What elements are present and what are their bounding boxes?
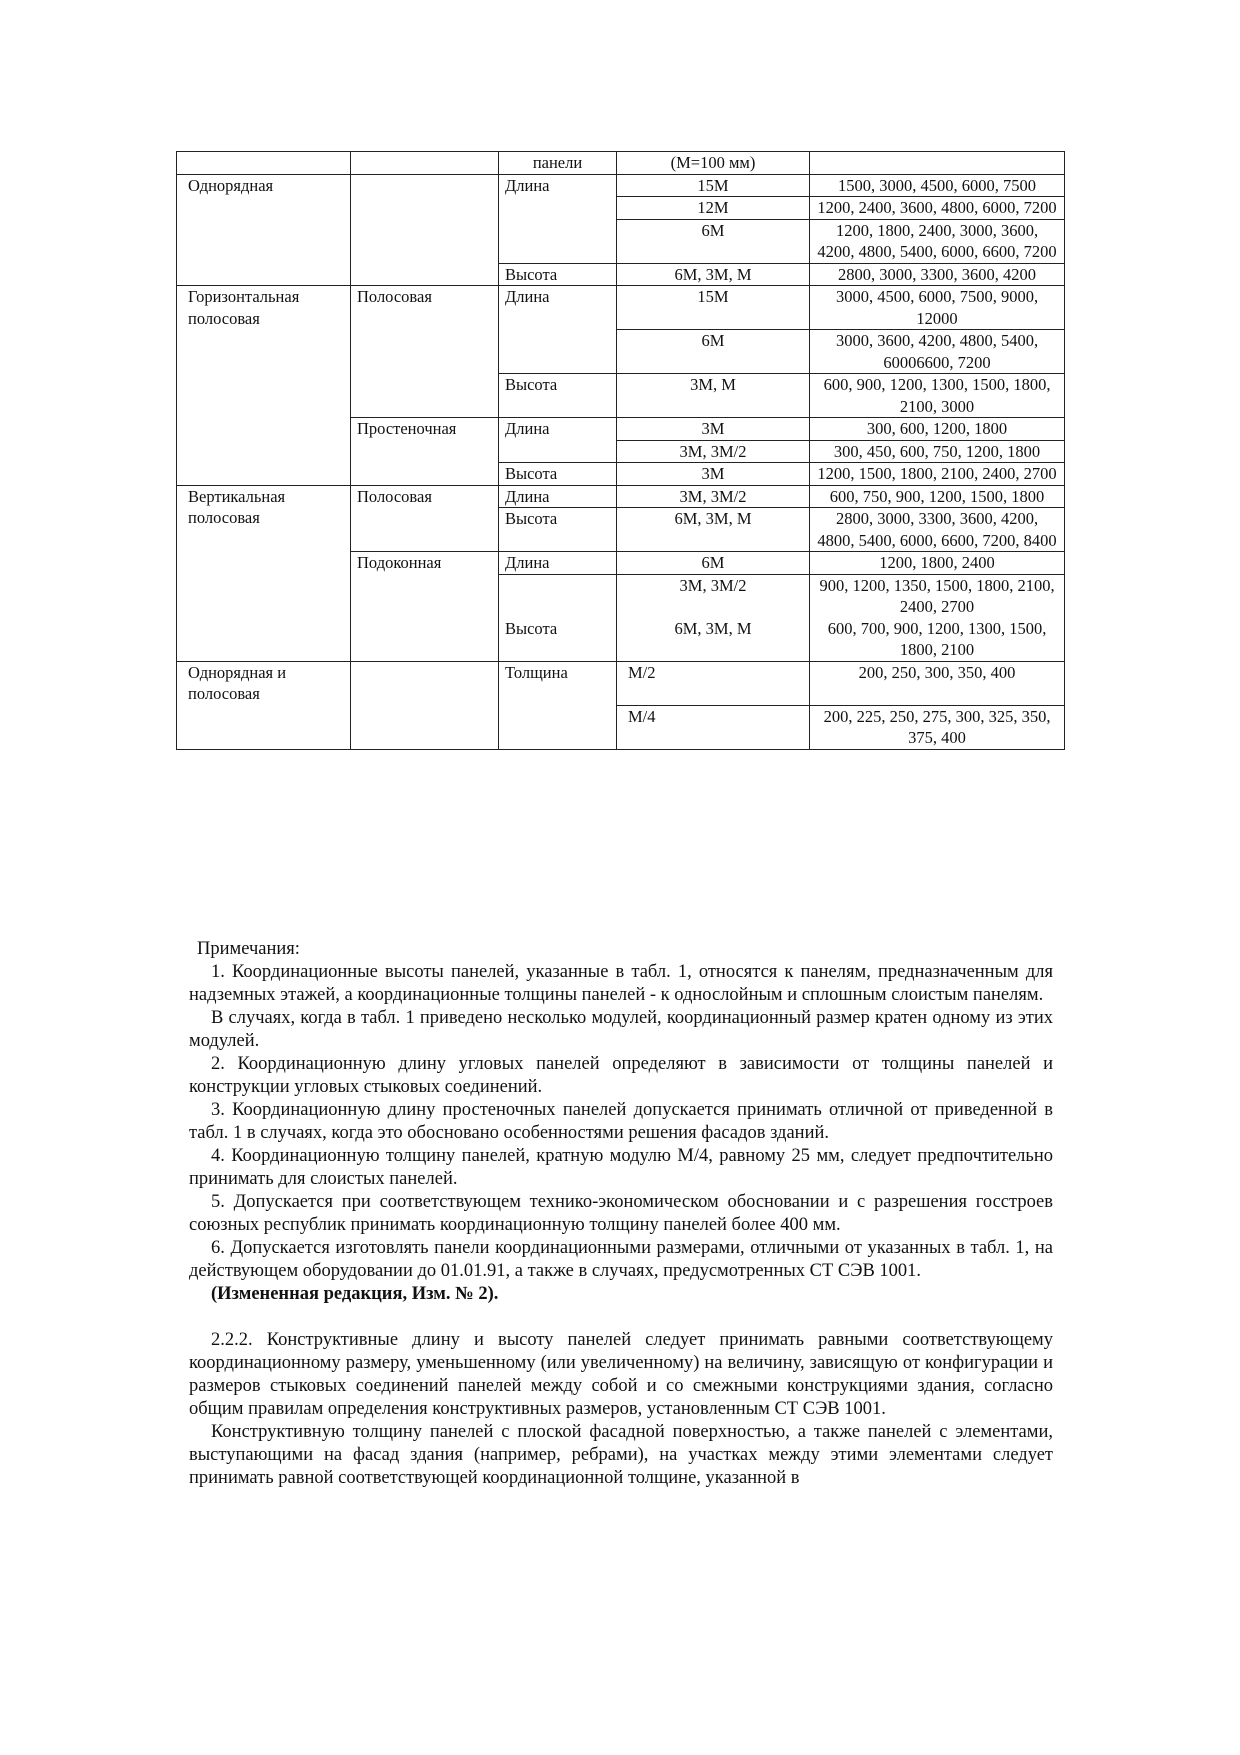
notes-section [189,938,1053,1490]
table-cell: 15М [617,286,810,330]
table-cell: Горизонтальная полосовая [177,286,351,486]
section-paragraph-2: Конструктивную толщину панелей с плоской фасадной поверхностью, а также панелей с элементами, выступающими на фасад здания (например, ребрами), на участках между этими элементами следует принимать равной соответствующей координационной толщине, указанной в [189,1422,1053,1488]
table-cell: Высота [499,508,617,552]
note-4: 4. Координационную толщину панелей, кратную модулю М/4, равному 25 мм, следует предпочтительно принимать для слоистых панелей. [189,1146,1053,1189]
table-cell: 3000, 4500, 6000, 7500, 9000, 12000 [810,286,1065,330]
table-row [177,152,1065,175]
table-cell: Высота [499,263,617,286]
table-cell: 6М, 3М, М [617,508,810,552]
note-6: 6. Допускается изготовлять панели координационными размерами, отличными от указанных в табл. 1, на действующем оборудовании до 01.01.91, а также в случаях, предусмотренных СТ СЭВ 1001. [189,1238,1053,1281]
table-cell: Подоконная [351,552,499,662]
table-cell: Однорядная и полосовая [177,661,351,749]
note-1b: В случаях, когда в табл. 1 приведено несколько модулей, координационный размер кратен одному из этих модулей. [189,1008,1053,1051]
table-cell: Длина [499,286,617,374]
table-cell: 200, 225, 250, 275, 300, 325, 350, 375, 400 [810,705,1065,749]
table-cell: 6М [617,330,810,374]
cell-spacer [505,575,610,618]
table-cell: Длина [499,552,617,575]
table-cell: 1200, 1500, 1800, 2100, 2400, 2700 [810,463,1065,486]
table-cell: панели [499,152,617,175]
table-cell: 600, 750, 900, 1200, 1500, 1800 [810,485,1065,508]
cell-text: 6М, 3М, М [674,618,752,638]
table-cell: 3М [617,418,810,441]
table-cell: М/4 [617,705,810,749]
table-cell: Вертикальная полосовая [177,485,351,661]
table-cell [351,152,499,175]
table-row [177,661,1065,705]
cell-text: 3М, 3М/2 [679,575,747,595]
table-cell: 3М, 3М/2 [617,485,810,508]
table-cell: 300, 450, 600, 750, 1200, 1800 [810,440,1065,463]
edition-note: (Измененная редакция, Изм. № 2). [211,1284,499,1304]
table-cell [177,152,351,175]
table-cell [810,152,1065,175]
table-cell: 2800, 3000, 3300, 3600, 4200, 4800, 5400, 6000, 6600, 7200, 8400 [810,508,1065,552]
table-cell [351,661,499,749]
table-row [177,286,1065,330]
table-cell: Длина [499,485,617,508]
table-cell: Полосовая [351,485,499,552]
table-row [177,485,1065,508]
table-cell [617,574,810,661]
table-cell: 2800, 3000, 3300, 3600, 4200 [810,263,1065,286]
table-cell: 1500, 3000, 4500, 6000, 7500 [810,174,1065,197]
note-1: 1. Координационные высоты панелей, указанные в табл. 1, относятся к панелям, предназначенным для надземных этажей, а координационные толщины панелей - к однослойным и сплошным слоистым панелям. [189,962,1053,1005]
table-cell: 3М, М [617,374,810,418]
note-5: 5. Допускается при соответствующем технико-экономическом обосновании и с разрешения госстроев союзных республик принимать координационную толщину панелей более 400 мм. [189,1192,1053,1235]
table-cell: (М=100 мм) [617,152,810,175]
table-cell: 6М [617,219,810,263]
note-2: 2. Координационную длину угловых панелей определяют в зависимости от толщины панелей и конструкции угловых стыковых соединений. [189,1054,1053,1097]
table-cell: Длина [499,418,617,463]
table-cell: 200, 250, 300, 350, 400 [810,661,1065,705]
table-cell: 1200, 2400, 3600, 4800, 6000, 7200 [810,197,1065,220]
table-cell: Полосовая [351,286,499,418]
table-cell: 1200, 1800, 2400, 3000, 3600, 4200, 4800, 5400, 6000, 6600, 7200 [810,219,1065,263]
table-cell [351,174,499,286]
cell-text: 900, 1200, 1350, 1500, 1800, 2100, 2400, 2700 [819,575,1055,616]
table-cell: 15М [617,174,810,197]
table-cell: 3000, 3600, 4200, 4800, 5400, 60006600, 7200 [810,330,1065,374]
table-cell: Высота [499,374,617,418]
table-cell [810,574,1065,661]
table-cell: М/2 [617,661,810,705]
table-cell: 3М [617,463,810,486]
table-cell: 300, 600, 1200, 1800 [810,418,1065,441]
table-cell: 6М [617,552,810,575]
panel-dimensions-table [176,151,1065,750]
table-cell: 1200, 1800, 2400 [810,552,1065,575]
table-row [177,174,1065,197]
table-cell: Однорядная [177,174,351,286]
table-cell: Высота [499,463,617,486]
table-cell [499,574,617,661]
section-paragraph-1: 2.2.2. Конструктивные длину и высоту панелей следует принимать равными соответствующему координационному размеру, уменьшенному (или увеличенному) на величину, зависящую от конфигурации и размеров стыковых соединений панелей между собой и со смежными конструкциями здания, согласно общим правилам определения конструктивных размеров, установленным СТ СЭВ 1001. [189,1330,1053,1419]
table-cell: Простеночная [351,418,499,486]
table-cell: 6М, 3М, М [617,263,810,286]
table-cell: 12М [617,197,810,220]
notes-heading: Примечания: [197,939,300,959]
cell-text: 600, 700, 900, 1200, 1300, 1500, 1800, 2100 [827,618,1047,659]
table-cell: Толщина [499,661,617,749]
table-cell: 600, 900, 1200, 1300, 1500, 1800, 2100, 3000 [810,374,1065,418]
table-cell: 3М, 3М/2 [617,440,810,463]
note-3: 3. Координационную длину простеночных панелей допускается принимать отличной от приведенной в табл. 1 в случаях, когда это обосновано особенностями решения фасадов зданий. [189,1100,1053,1143]
table-cell: Длина [499,174,617,263]
cell-text: Высота [505,618,558,638]
